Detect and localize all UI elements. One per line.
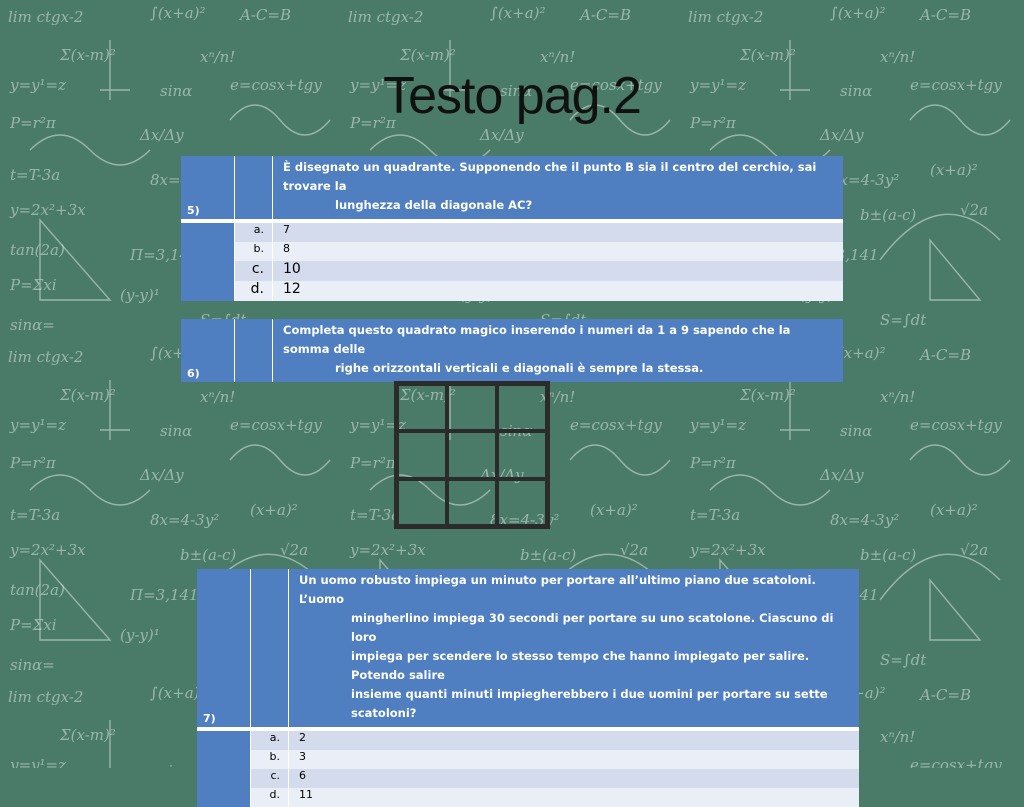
question-text	[272, 156, 843, 219]
option-letter: a.	[234, 223, 272, 242]
option-letter: d.	[234, 281, 272, 301]
magic-square-cell[interactable]	[397, 384, 447, 431]
question-text-line: lunghezza della diagonale AC?	[335, 198, 533, 212]
option-marker-cell	[181, 223, 234, 242]
question-7-header-row	[197, 569, 859, 727]
magic-square-cell[interactable]	[397, 479, 447, 526]
question-text-line: Un uomo robusto impiega un minuto per portare all’ultimo piano due scatoloni. L’uomo	[299, 573, 816, 606]
question-text-line: insieme quanti minuti impiegherebbero i due uomini per portare su sette scatoloni?	[351, 687, 828, 720]
option-marker-cell	[181, 242, 234, 261]
question-text-line: Completa questo quadrato magico inserendo i numeri da 1 a 9 sapendo che la somma delle	[283, 323, 791, 356]
question-text-line: mingherlino impiega 30 secondi per portare su uno scatolone. Ciascuno di loro	[351, 611, 834, 644]
question-7-table	[197, 569, 859, 807]
question-number: 5)	[181, 156, 234, 219]
option-marker-cell	[197, 731, 250, 750]
question-blank-cell	[250, 569, 288, 727]
question-blank-cell	[234, 156, 272, 219]
question-5-table	[181, 156, 843, 301]
option-letter: c.	[234, 261, 272, 281]
option-value: 10	[272, 261, 843, 281]
question-text	[272, 319, 843, 382]
answer-option-a[interactable]	[197, 731, 859, 750]
question-text-line: righe orizzontali verticali e diagonali è sempre la stessa.	[335, 361, 704, 375]
question-5-header-row	[181, 156, 843, 219]
option-value: 7	[272, 223, 843, 242]
answer-option-c[interactable]	[181, 261, 843, 281]
option-marker-cell	[181, 281, 234, 301]
question-number: 7)	[197, 569, 250, 727]
question-text-line: È disegnato un quadrante. Supponendo che il punto B sia il centro del cerchio, sai trovare la	[283, 160, 817, 193]
option-marker-cell	[197, 769, 250, 788]
option-marker-cell	[197, 750, 250, 769]
slide-title: Testo pag.2	[383, 67, 641, 125]
option-marker-cell	[181, 261, 234, 281]
option-value: 6	[288, 769, 859, 788]
option-value: 11	[288, 788, 859, 807]
answer-option-d[interactable]	[181, 281, 843, 301]
option-marker-cell	[197, 788, 250, 807]
magic-square-cell[interactable]	[497, 384, 547, 431]
question-6-table	[181, 319, 843, 382]
option-letter: c.	[250, 769, 288, 788]
option-value: 12	[272, 281, 843, 301]
option-letter: b.	[234, 242, 272, 261]
question-number: 6)	[181, 319, 234, 382]
question-text	[288, 569, 859, 727]
question-6-header-row	[181, 319, 843, 382]
question-blank-cell	[234, 319, 272, 382]
option-letter: d.	[250, 788, 288, 807]
option-value: 8	[272, 242, 843, 261]
option-value: 3	[288, 750, 859, 769]
magic-square-cell[interactable]	[447, 384, 497, 431]
magic-square-cell[interactable]	[447, 431, 497, 478]
magic-square-cell[interactable]	[497, 431, 547, 478]
answer-option-b[interactable]	[181, 242, 843, 261]
magic-square-cell[interactable]	[497, 479, 547, 526]
option-value: 2	[288, 731, 859, 750]
magic-square-cell[interactable]	[397, 431, 447, 478]
option-letter: a.	[250, 731, 288, 750]
magic-square-grid[interactable]	[394, 381, 550, 529]
magic-square-cell[interactable]	[447, 479, 497, 526]
option-letter: b.	[250, 750, 288, 769]
answer-option-c[interactable]	[197, 769, 859, 788]
answer-option-b[interactable]	[197, 750, 859, 769]
question-text-line: impiega per scendere lo stesso tempo che hanno impiegato per salire. Potendo salire	[351, 649, 810, 682]
answer-option-a[interactable]	[181, 223, 843, 242]
answer-option-d[interactable]	[197, 788, 859, 807]
